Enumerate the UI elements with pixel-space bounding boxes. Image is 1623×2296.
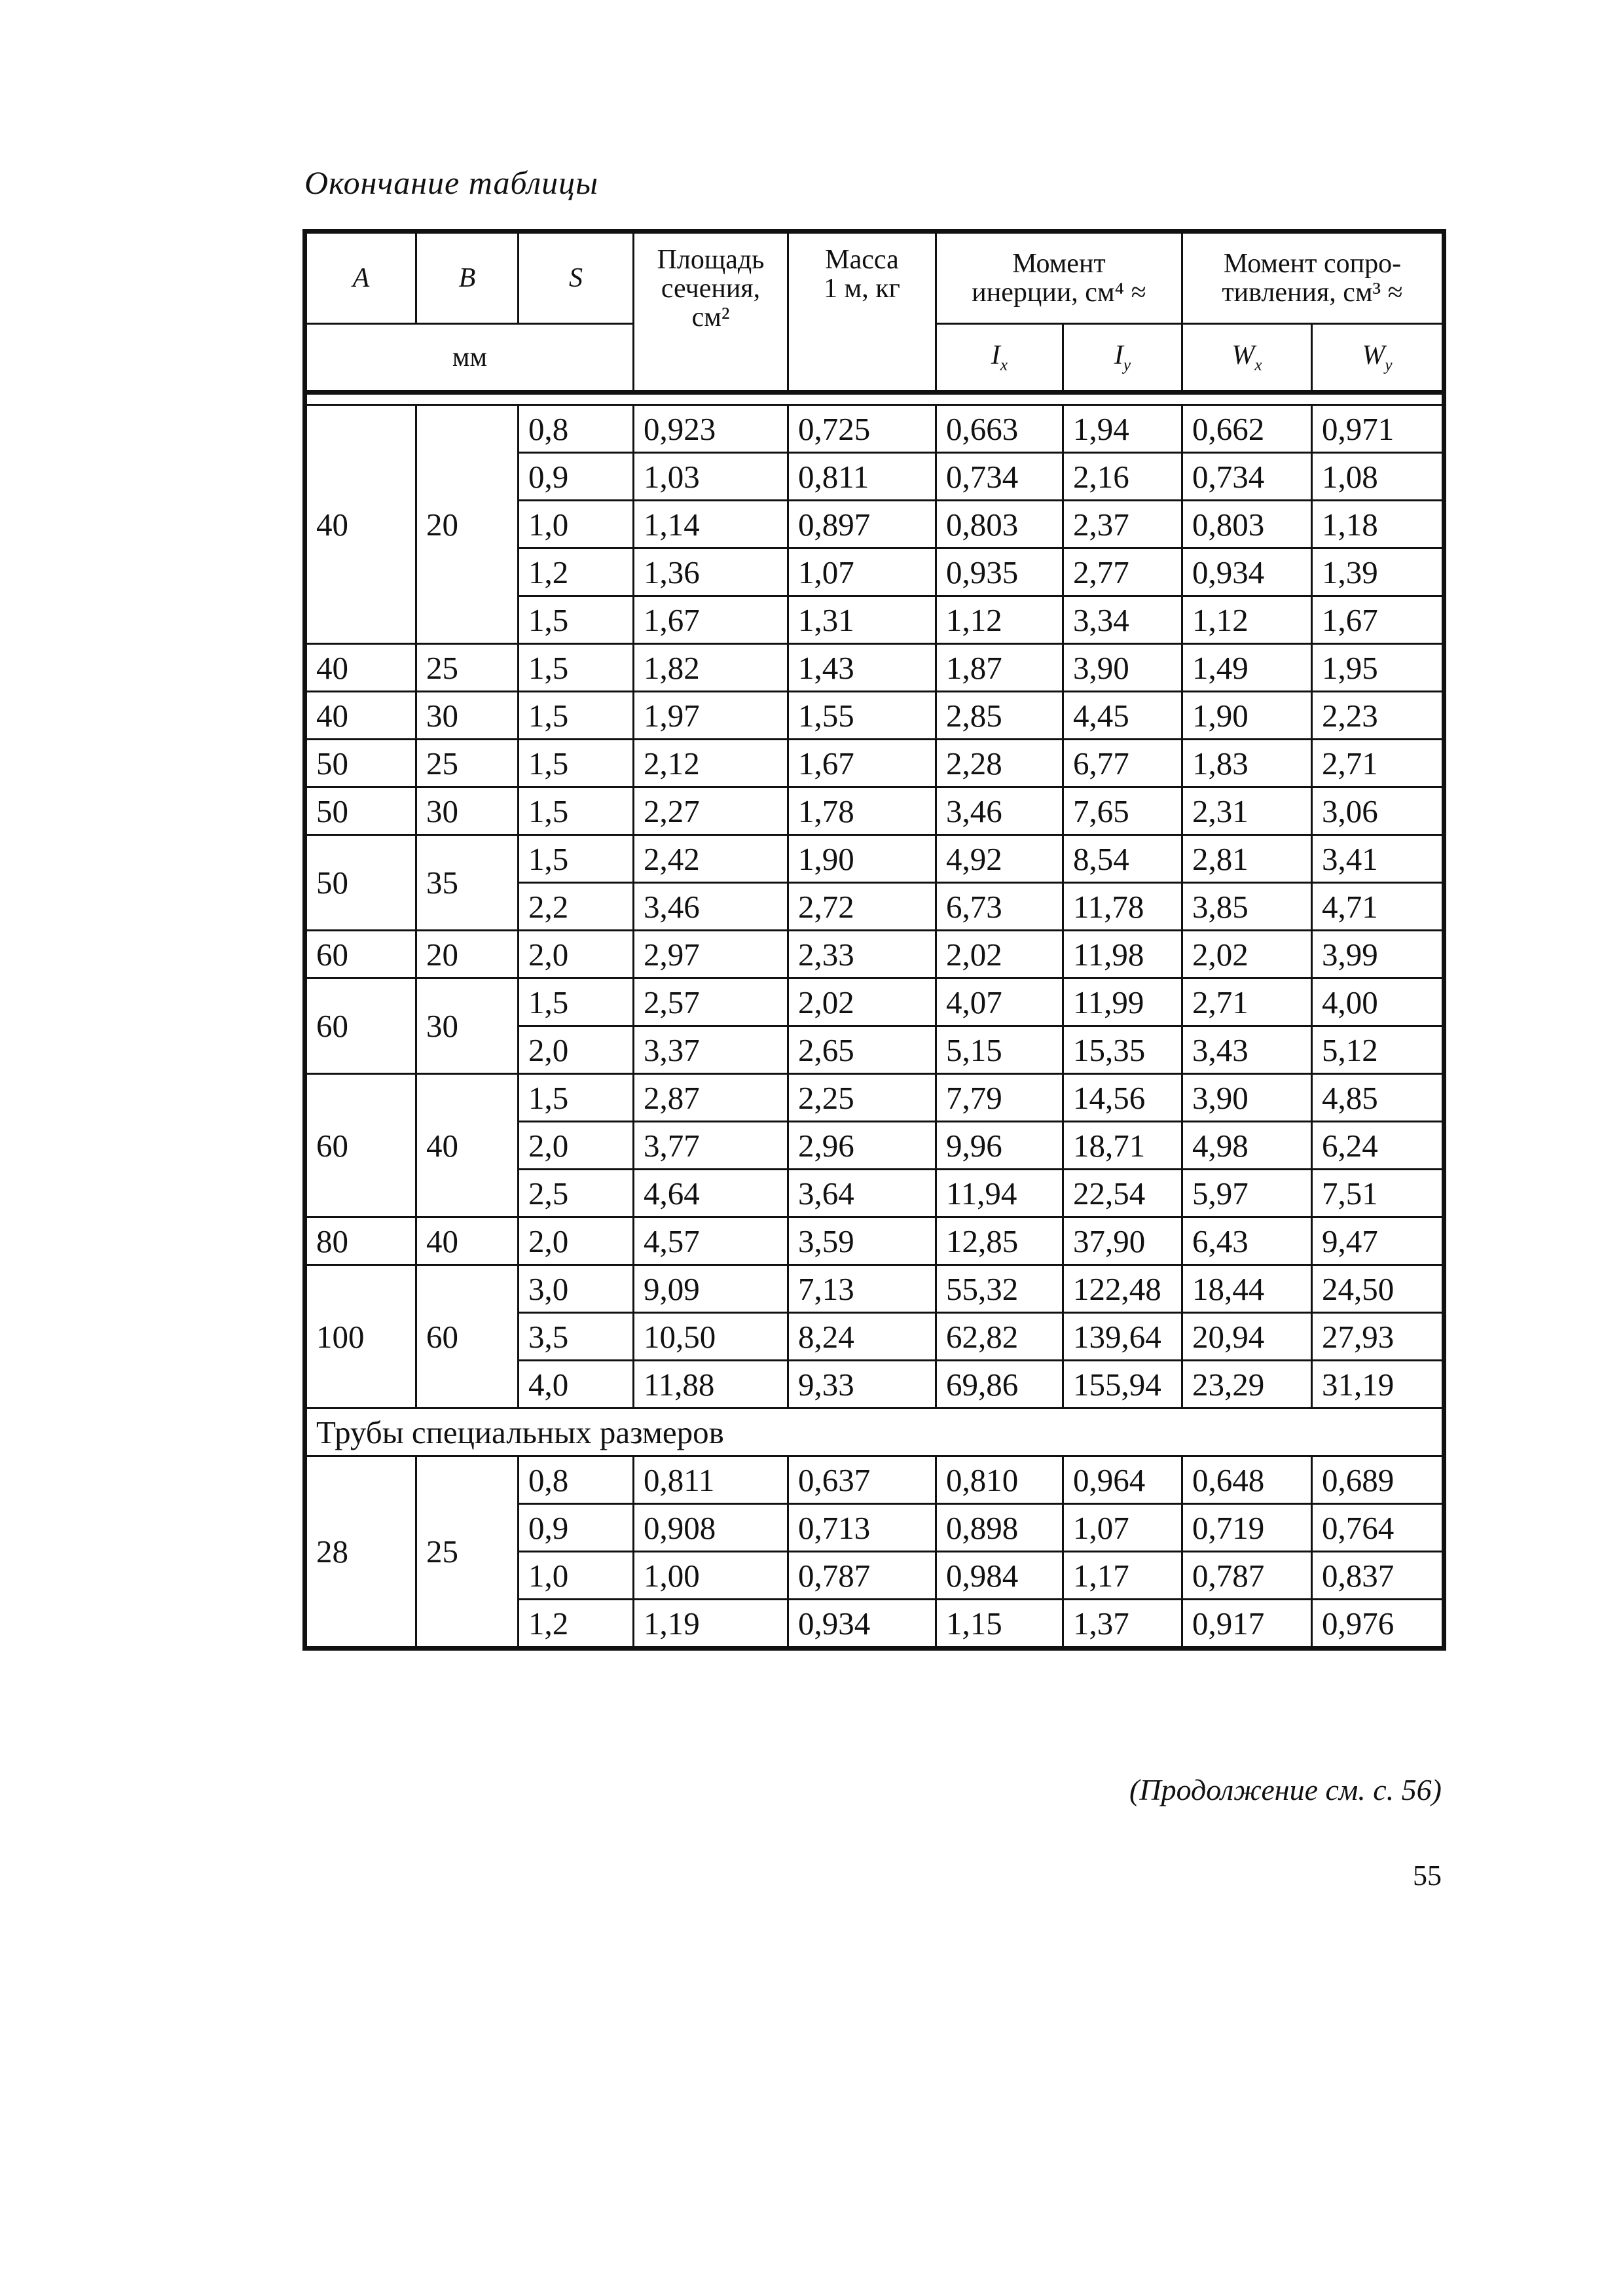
cell-b: 30 xyxy=(416,787,519,835)
cell-iy: 3,34 xyxy=(1063,596,1182,644)
header-s: S xyxy=(519,232,634,324)
cell-ix: 7,79 xyxy=(936,1074,1063,1122)
cell-ix: 0,734 xyxy=(936,453,1063,501)
cell-wx: 1,90 xyxy=(1182,692,1312,740)
header-ix: $I_x$ xyxy=(936,324,1063,393)
header-inertia: Момент инерции, см⁴ ≈ xyxy=(936,232,1182,324)
cell-s: 2,5 xyxy=(519,1170,634,1217)
cell-b: 40 xyxy=(416,1074,519,1217)
cell-ix: 6,73 xyxy=(936,883,1063,931)
cell-iy: 4,45 xyxy=(1063,692,1182,740)
cell-iy: 11,99 xyxy=(1063,978,1182,1026)
cell-wy: 1,95 xyxy=(1312,644,1444,692)
cell-iy: 22,54 xyxy=(1063,1170,1182,1217)
cell-b: 40 xyxy=(416,1217,519,1265)
cell-ix: 69,86 xyxy=(936,1361,1063,1408)
cell-s: 2,2 xyxy=(519,883,634,931)
cell-mass: 2,65 xyxy=(788,1026,936,1074)
cell-s: 1,5 xyxy=(519,787,634,835)
cell-s: 1,5 xyxy=(519,835,634,883)
cell-mass: 7,13 xyxy=(788,1265,936,1313)
cell-wx: 2,81 xyxy=(1182,835,1312,883)
cell-mass: 2,33 xyxy=(788,931,936,978)
cell-wx: 3,90 xyxy=(1182,1074,1312,1122)
cell-wx: 2,31 xyxy=(1182,787,1312,835)
cell-wx: 23,29 xyxy=(1182,1361,1312,1408)
cell-wy: 1,39 xyxy=(1312,548,1444,596)
cell-area: 2,87 xyxy=(634,1074,788,1122)
cell-s: 1,0 xyxy=(519,501,634,548)
cell-a: 100 xyxy=(305,1265,416,1408)
cell-wx: 0,734 xyxy=(1182,453,1312,501)
cell-iy: 1,07 xyxy=(1063,1504,1182,1552)
cell-mass: 0,725 xyxy=(788,405,936,453)
cell-mass: 9,33 xyxy=(788,1361,936,1408)
cell-wy: 3,41 xyxy=(1312,835,1444,883)
cell-iy: 6,77 xyxy=(1063,740,1182,787)
cell-wx: 5,97 xyxy=(1182,1170,1312,1217)
cell-wx: 0,803 xyxy=(1182,501,1312,548)
cell-ix: 4,92 xyxy=(936,835,1063,883)
cell-s: 4,0 xyxy=(519,1361,634,1408)
cell-wx: 20,94 xyxy=(1182,1313,1312,1361)
cell-area: 1,97 xyxy=(634,692,788,740)
cell-mass: 1,78 xyxy=(788,787,936,835)
table-caption: Окончание таблицы xyxy=(304,164,599,201)
cell-b: 60 xyxy=(416,1265,519,1408)
cell-wx: 1,12 xyxy=(1182,596,1312,644)
cell-ix: 55,32 xyxy=(936,1265,1063,1313)
cell-wy: 1,18 xyxy=(1312,501,1444,548)
cell-s: 2,0 xyxy=(519,1122,634,1170)
cell-wy: 0,976 xyxy=(1312,1600,1444,1649)
cell-iy: 14,56 xyxy=(1063,1074,1182,1122)
cell-ix: 5,15 xyxy=(936,1026,1063,1074)
cell-area: 10,50 xyxy=(634,1313,788,1361)
cell-mass: 1,55 xyxy=(788,692,936,740)
cell-a: 60 xyxy=(305,978,416,1074)
table-row xyxy=(305,835,1444,883)
cell-area: 1,00 xyxy=(634,1552,788,1600)
page-number: 55 xyxy=(1413,1859,1442,1892)
cell-ix: 12,85 xyxy=(936,1217,1063,1265)
cell-ix: 0,898 xyxy=(936,1504,1063,1552)
header-resistance: Момент сопро- тивления, см³ ≈ xyxy=(1182,232,1444,324)
profile-table xyxy=(302,229,1446,1651)
cell-a: 60 xyxy=(305,1074,416,1217)
cell-iy: 155,94 xyxy=(1063,1361,1182,1408)
cell-s: 1,5 xyxy=(519,978,634,1026)
cell-area: 4,57 xyxy=(634,1217,788,1265)
cell-iy: 8,54 xyxy=(1063,835,1182,883)
cell-area: 1,14 xyxy=(634,501,788,548)
cell-s: 3,0 xyxy=(519,1265,634,1313)
header-b: B xyxy=(416,232,519,324)
cell-ix: 0,663 xyxy=(936,405,1063,453)
header-a: A xyxy=(305,232,416,324)
cell-s: 0,8 xyxy=(519,1456,634,1504)
cell-wy: 0,689 xyxy=(1312,1456,1444,1504)
table-row xyxy=(305,978,1444,1026)
cell-s: 2,0 xyxy=(519,1026,634,1074)
continuation-note: (Продолжение см. с. 56) xyxy=(1129,1773,1442,1806)
cell-s: 1,0 xyxy=(519,1552,634,1600)
section-title: Трубы специальных размеров xyxy=(305,1408,1444,1456)
cell-wy: 31,19 xyxy=(1312,1361,1444,1408)
cell-ix: 1,12 xyxy=(936,596,1063,644)
cell-b: 30 xyxy=(416,692,519,740)
cell-iy: 0,964 xyxy=(1063,1456,1182,1504)
cell-wy: 6,24 xyxy=(1312,1122,1444,1170)
cell-mass: 0,897 xyxy=(788,501,936,548)
cell-wy: 4,85 xyxy=(1312,1074,1444,1122)
cell-wy: 7,51 xyxy=(1312,1170,1444,1217)
cell-s: 1,5 xyxy=(519,644,634,692)
cell-a: 80 xyxy=(305,1217,416,1265)
cell-area: 3,46 xyxy=(634,883,788,931)
cell-mass: 2,25 xyxy=(788,1074,936,1122)
cell-s: 1,5 xyxy=(519,740,634,787)
cell-wx: 0,787 xyxy=(1182,1552,1312,1600)
cell-s: 3,5 xyxy=(519,1313,634,1361)
cell-mass: 0,811 xyxy=(788,453,936,501)
cell-ix: 3,46 xyxy=(936,787,1063,835)
cell-a: 50 xyxy=(305,835,416,931)
cell-ix: 0,935 xyxy=(936,548,1063,596)
cell-wx: 1,83 xyxy=(1182,740,1312,787)
cell-b: 25 xyxy=(416,740,519,787)
cell-s: 1,5 xyxy=(519,692,634,740)
cell-a: 60 xyxy=(305,931,416,978)
cell-area: 3,37 xyxy=(634,1026,788,1074)
cell-a: 40 xyxy=(305,692,416,740)
cell-s: 0,8 xyxy=(519,405,634,453)
table-row xyxy=(305,740,1444,787)
cell-area: 3,77 xyxy=(634,1122,788,1170)
cell-area: 2,27 xyxy=(634,787,788,835)
cell-wx: 3,43 xyxy=(1182,1026,1312,1074)
cell-wx: 0,934 xyxy=(1182,548,1312,596)
cell-a: 50 xyxy=(305,740,416,787)
cell-mass: 3,64 xyxy=(788,1170,936,1217)
cell-area: 1,67 xyxy=(634,596,788,644)
cell-ix: 1,15 xyxy=(936,1600,1063,1649)
cell-area: 2,57 xyxy=(634,978,788,1026)
cell-mass: 0,934 xyxy=(788,1600,936,1649)
cell-mass: 2,02 xyxy=(788,978,936,1026)
cell-b: 20 xyxy=(416,405,519,644)
cell-s: 1,2 xyxy=(519,1600,634,1649)
cell-s: 0,9 xyxy=(519,453,634,501)
cell-b: 25 xyxy=(416,644,519,692)
cell-area: 2,12 xyxy=(634,740,788,787)
cell-iy: 2,16 xyxy=(1063,453,1182,501)
table-row xyxy=(305,1456,1444,1504)
cell-wy: 27,93 xyxy=(1312,1313,1444,1361)
cell-area: 9,09 xyxy=(634,1265,788,1313)
cell-iy: 2,77 xyxy=(1063,548,1182,596)
table-row xyxy=(305,692,1444,740)
cell-b: 30 xyxy=(416,978,519,1074)
cell-iy: 15,35 xyxy=(1063,1026,1182,1074)
cell-iy: 2,37 xyxy=(1063,501,1182,548)
cell-mass: 0,787 xyxy=(788,1552,936,1600)
cell-ix: 0,984 xyxy=(936,1552,1063,1600)
cell-mass: 1,31 xyxy=(788,596,936,644)
cell-wx: 6,43 xyxy=(1182,1217,1312,1265)
cell-wx: 2,71 xyxy=(1182,978,1312,1026)
cell-mass: 3,59 xyxy=(788,1217,936,1265)
table-row xyxy=(305,1217,1444,1265)
cell-mass: 1,67 xyxy=(788,740,936,787)
cell-wy: 3,06 xyxy=(1312,787,1444,835)
cell-iy: 11,78 xyxy=(1063,883,1182,931)
cell-area: 2,42 xyxy=(634,835,788,883)
cell-wy: 3,99 xyxy=(1312,931,1444,978)
cell-mass: 2,72 xyxy=(788,883,936,931)
cell-wx: 1,49 xyxy=(1182,644,1312,692)
cell-iy: 122,48 xyxy=(1063,1265,1182,1313)
cell-wy: 4,00 xyxy=(1312,978,1444,1026)
cell-s: 1,2 xyxy=(519,548,634,596)
header-mass: Масса 1 м, кг xyxy=(788,232,936,393)
cell-ix: 11,94 xyxy=(936,1170,1063,1217)
cell-mass: 1,43 xyxy=(788,644,936,692)
cell-a: 50 xyxy=(305,787,416,835)
cell-mass: 1,07 xyxy=(788,548,936,596)
cell-ix: 62,82 xyxy=(936,1313,1063,1361)
cell-wy: 0,971 xyxy=(1312,405,1444,453)
header-area: Площадь сечения, см² xyxy=(634,232,788,393)
cell-iy: 1,94 xyxy=(1063,405,1182,453)
table-row xyxy=(305,787,1444,835)
cell-mass: 0,713 xyxy=(788,1504,936,1552)
cell-s: 1,5 xyxy=(519,1074,634,1122)
table-row xyxy=(305,644,1444,692)
section-row xyxy=(305,1408,1444,1456)
cell-wx: 0,719 xyxy=(1182,1504,1312,1552)
cell-wx: 0,662 xyxy=(1182,405,1312,453)
cell-ix: 2,85 xyxy=(936,692,1063,740)
cell-a: 40 xyxy=(305,644,416,692)
cell-b: 25 xyxy=(416,1456,519,1649)
cell-iy: 1,17 xyxy=(1063,1552,1182,1600)
cell-a: 28 xyxy=(305,1456,416,1649)
cell-iy: 11,98 xyxy=(1063,931,1182,978)
cell-area: 4,64 xyxy=(634,1170,788,1217)
header-wy: $W_y$ xyxy=(1312,324,1444,393)
cell-ix: 0,810 xyxy=(936,1456,1063,1504)
cell-wy: 24,50 xyxy=(1312,1265,1444,1313)
cell-b: 35 xyxy=(416,835,519,931)
header-iy: $I_y$ xyxy=(1063,324,1182,393)
cell-wx: 2,02 xyxy=(1182,931,1312,978)
cell-wx: 0,917 xyxy=(1182,1600,1312,1649)
cell-mass: 8,24 xyxy=(788,1313,936,1361)
cell-wy: 2,23 xyxy=(1312,692,1444,740)
cell-iy: 18,71 xyxy=(1063,1122,1182,1170)
cell-a: 40 xyxy=(305,405,416,644)
cell-s: 0,9 xyxy=(519,1504,634,1552)
cell-iy: 1,37 xyxy=(1063,1600,1182,1649)
cell-wx: 4,98 xyxy=(1182,1122,1312,1170)
cell-area: 11,88 xyxy=(634,1361,788,1408)
cell-ix: 4,07 xyxy=(936,978,1063,1026)
cell-area: 1,36 xyxy=(634,548,788,596)
cell-area: 2,97 xyxy=(634,931,788,978)
cell-ix: 2,28 xyxy=(936,740,1063,787)
header-separator xyxy=(305,393,1444,405)
cell-area: 0,908 xyxy=(634,1504,788,1552)
table-row xyxy=(305,405,1444,453)
cell-area: 0,811 xyxy=(634,1456,788,1504)
table-row xyxy=(305,931,1444,978)
table-row xyxy=(305,1074,1444,1122)
cell-ix: 9,96 xyxy=(936,1122,1063,1170)
cell-iy: 139,64 xyxy=(1063,1313,1182,1361)
cell-s: 2,0 xyxy=(519,1217,634,1265)
cell-ix: 0,803 xyxy=(936,501,1063,548)
cell-s: 2,0 xyxy=(519,931,634,978)
cell-mass: 1,90 xyxy=(788,835,936,883)
table-body xyxy=(305,405,1444,1649)
cell-wx: 3,85 xyxy=(1182,883,1312,931)
header-wx: $W_x$ xyxy=(1182,324,1312,393)
cell-iy: 37,90 xyxy=(1063,1217,1182,1265)
cell-area: 1,19 xyxy=(634,1600,788,1649)
header-units: мм xyxy=(305,324,634,393)
cell-s: 1,5 xyxy=(519,596,634,644)
cell-wy: 1,67 xyxy=(1312,596,1444,644)
cell-wy: 2,71 xyxy=(1312,740,1444,787)
cell-wx: 18,44 xyxy=(1182,1265,1312,1313)
cell-b: 20 xyxy=(416,931,519,978)
cell-wy: 0,764 xyxy=(1312,1504,1444,1552)
cell-area: 1,82 xyxy=(634,644,788,692)
cell-wx: 0,648 xyxy=(1182,1456,1312,1504)
cell-ix: 2,02 xyxy=(936,931,1063,978)
cell-iy: 7,65 xyxy=(1063,787,1182,835)
cell-mass: 2,96 xyxy=(788,1122,936,1170)
cell-wy: 5,12 xyxy=(1312,1026,1444,1074)
cell-ix: 1,87 xyxy=(936,644,1063,692)
cell-wy: 1,08 xyxy=(1312,453,1444,501)
cell-area: 0,923 xyxy=(634,405,788,453)
cell-wy: 4,71 xyxy=(1312,883,1444,931)
table-row xyxy=(305,1265,1444,1313)
cell-wy: 0,837 xyxy=(1312,1552,1444,1600)
cell-wy: 9,47 xyxy=(1312,1217,1444,1265)
cell-area: 1,03 xyxy=(634,453,788,501)
cell-mass: 0,637 xyxy=(788,1456,936,1504)
cell-iy: 3,90 xyxy=(1063,644,1182,692)
